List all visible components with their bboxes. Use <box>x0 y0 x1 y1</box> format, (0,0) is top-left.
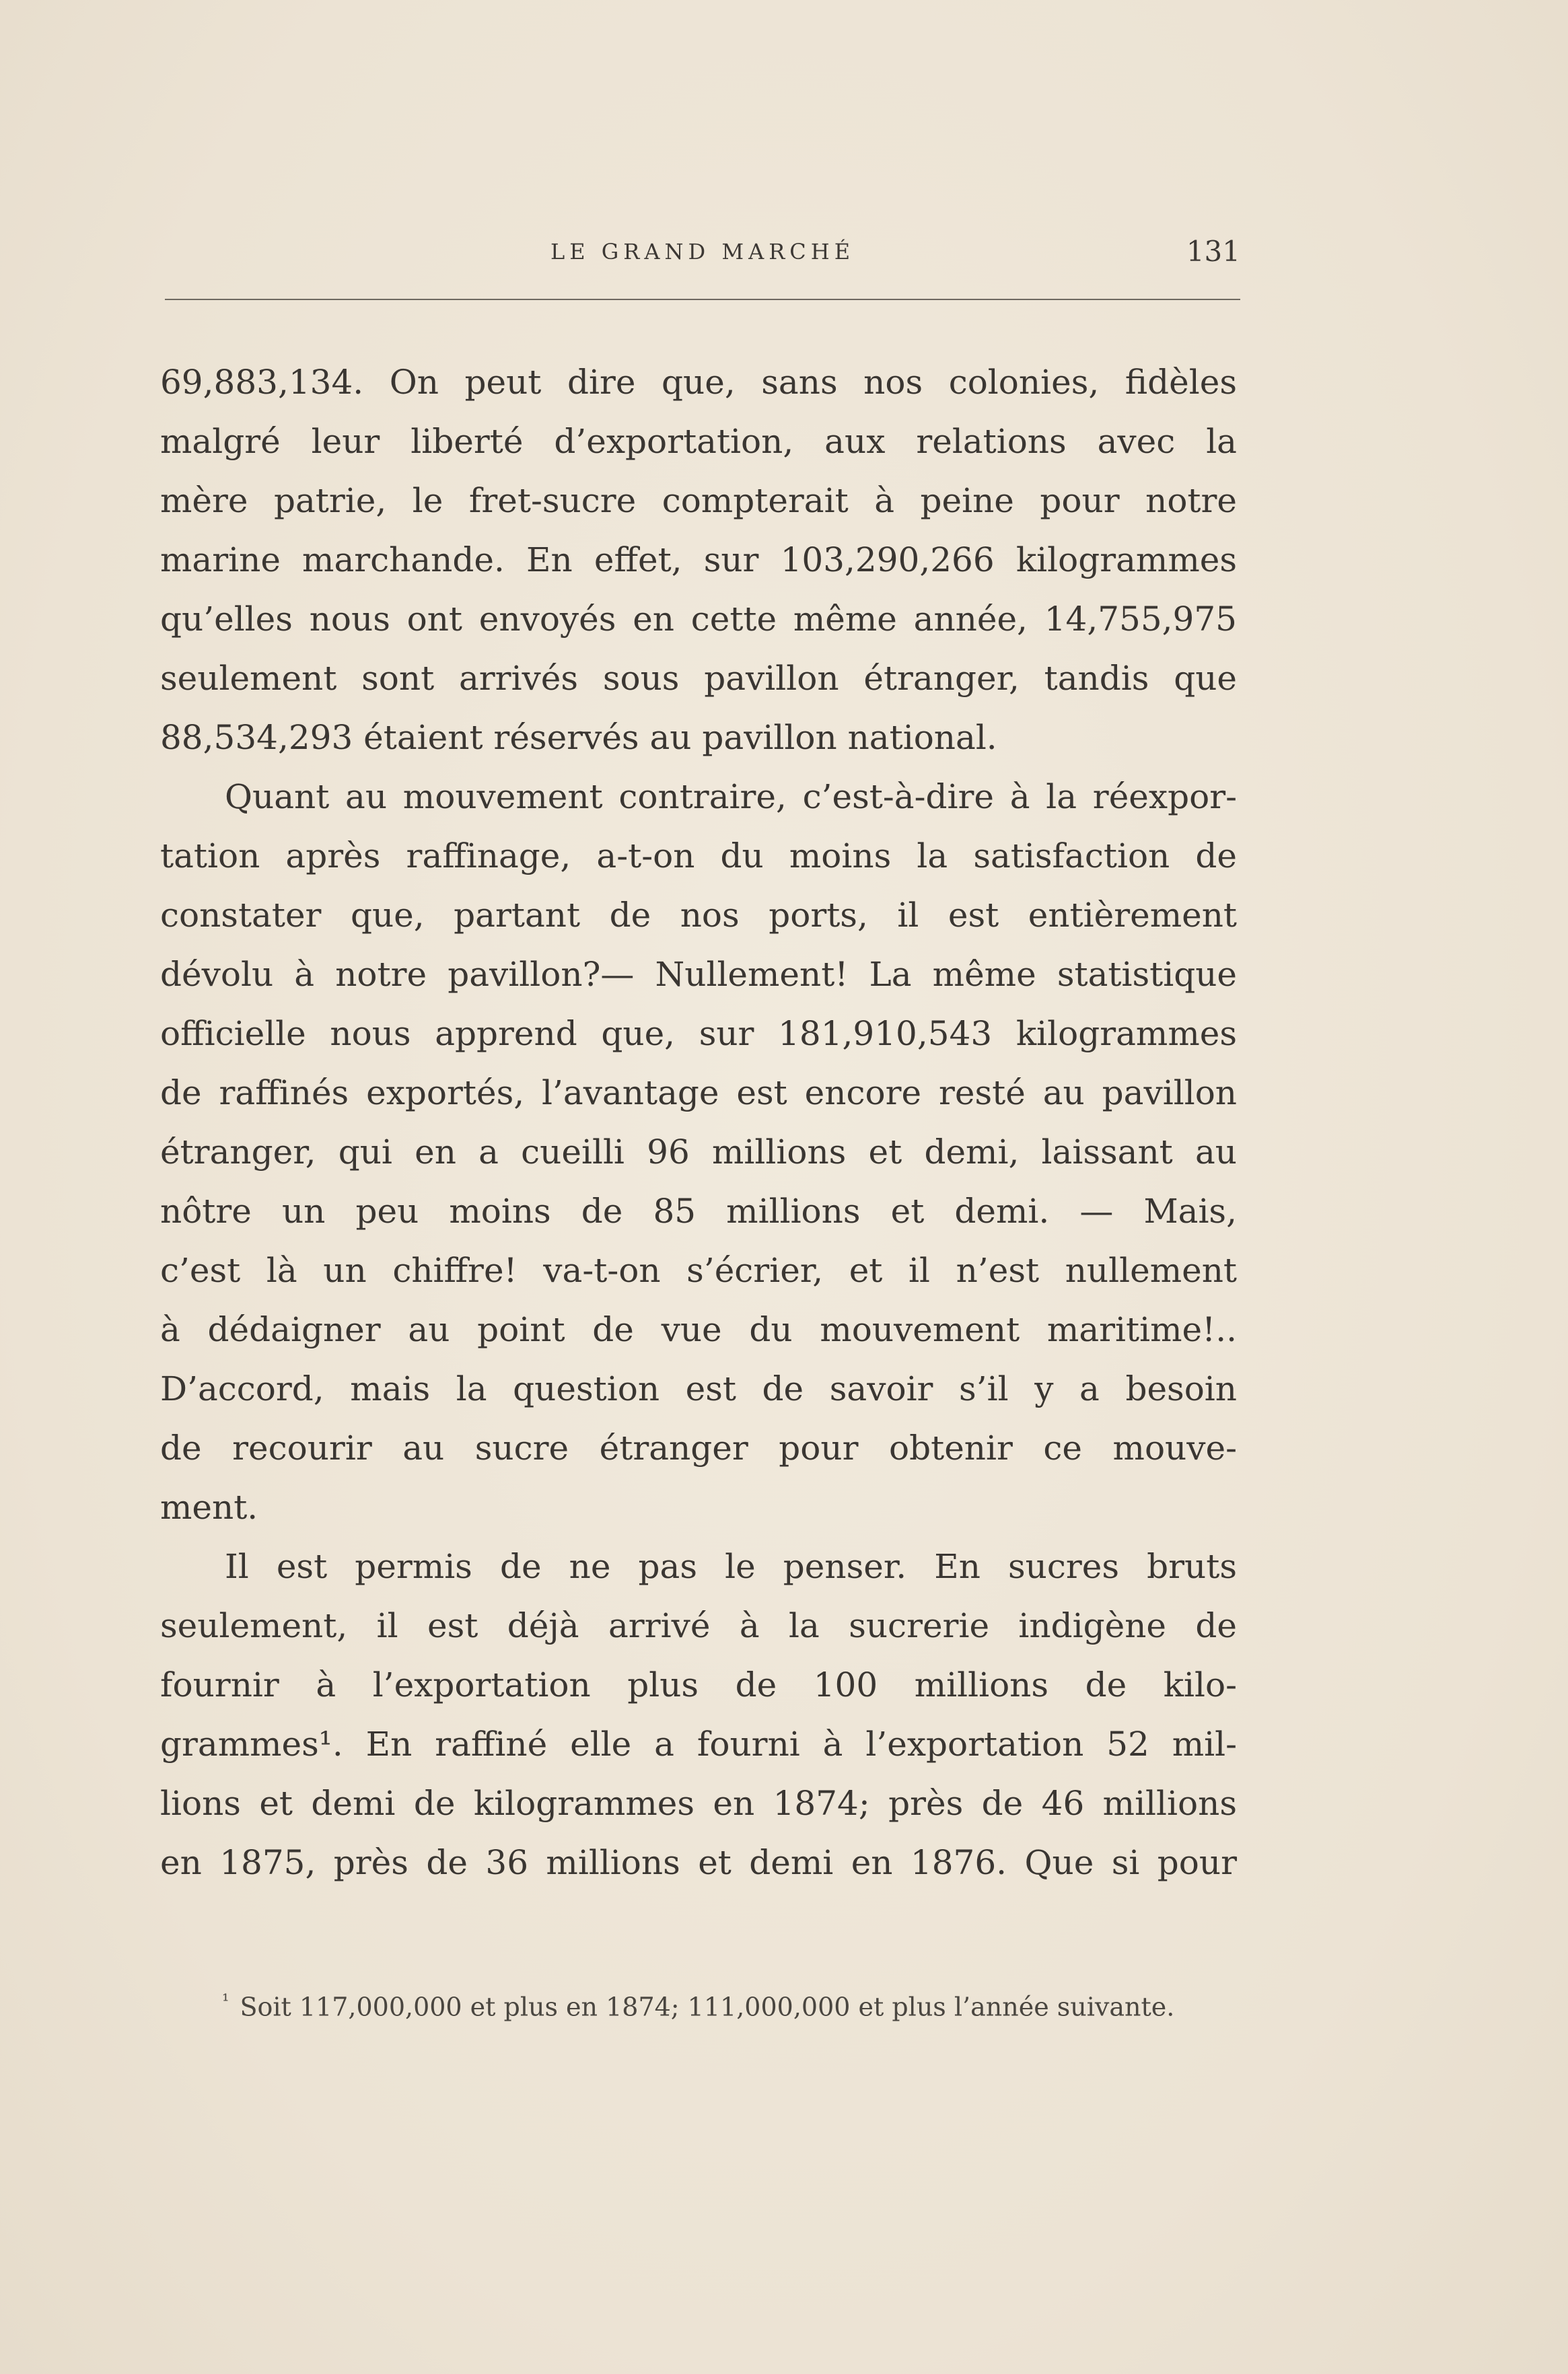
text-line: ment. <box>160 1488 258 1527</box>
paragraph-start-line: Il est permis de ne pas le penser. En sucres bruts <box>225 1547 1237 1586</box>
text-line: constater que, partant de nos ports, il est entièrement <box>160 896 1237 935</box>
text-line: étranger, qui en a cueilli 96 millions et demi, laissant au <box>160 1132 1237 1172</box>
text-line: 88,534,293 étaient réservés au pavillon national. <box>160 718 997 757</box>
body-text <box>160 353 1237 1892</box>
text-line: tation après raffinage, a-t-on du moins la satisfaction de <box>160 836 1237 875</box>
running-head <box>165 235 1240 279</box>
text-line: seulement, il est déjà arrivé à la sucrerie indigène de <box>160 1606 1237 1645</box>
text-line: de recourir au sucre étranger pour obtenir ce mouve- <box>160 1429 1237 1468</box>
text-line: à dédaigner au point de vue du mouvement maritime!.. <box>160 1310 1237 1349</box>
text-line: mère patrie, le fret-sucre compterait à peine pour notre <box>160 481 1237 520</box>
text-line: grammes¹. En raffiné elle a fourni à l’exportation 52 mil- <box>160 1725 1237 1764</box>
text-line: de raffinés exportés, l’avantage est encore resté au pavillon <box>160 1073 1237 1112</box>
footnote-text: Soit 117,000,000 et plus en 1874; 111,000,000 et plus l’année suivante. <box>240 1992 1175 2022</box>
text-line: dévolu à notre pavillon?— Nullement! La même statistique <box>160 955 1237 994</box>
text-line: malgré leur liberté d’exportation, aux relations avec la <box>160 422 1237 461</box>
text-line: seulement sont arrivés sous pavillon étranger, tandis que <box>160 659 1237 698</box>
text-line: nôtre un peu moins de 85 millions et demi. — Mais, <box>160 1192 1237 1231</box>
text-line: D’accord, mais la question est de savoir s’il y a besoin <box>160 1369 1237 1408</box>
footnote <box>222 1982 1232 2026</box>
header-rule <box>165 299 1240 300</box>
page-number: 131 <box>1186 235 1240 268</box>
text-line: en 1875, près de 36 millions et demi en 1876. Que si pour <box>160 1843 1237 1882</box>
running-title: LE GRAND MARCHÉ <box>550 239 855 264</box>
paragraph-start-line: Quant au mouvement contraire, c’est-à-dire à la réexpor- <box>225 777 1237 816</box>
text-line: lions et demi de kilogrammes en 1874; près de 46 millions <box>160 1784 1237 1823</box>
text-line: 69,883,134. On peut dire que, sans nos colonies, fidèles <box>160 363 1237 402</box>
text-line: qu’elles nous ont envoyés en cette même année, 14,755,975 <box>160 600 1237 639</box>
text-line: officielle nous apprend que, sur 181,910,543 kilogrammes <box>160 1014 1237 1053</box>
text-line: marine marchande. En effet, sur 103,290,266 kilogrammes <box>160 540 1237 579</box>
text-line: c’est là un chiffre! va-t-on s’écrier, et il n’est nullement <box>160 1251 1237 1290</box>
footnote-marker: ¹ <box>222 1991 229 2011</box>
text-line: fournir à l’exportation plus de 100 millions de kilo- <box>160 1665 1237 1704</box>
